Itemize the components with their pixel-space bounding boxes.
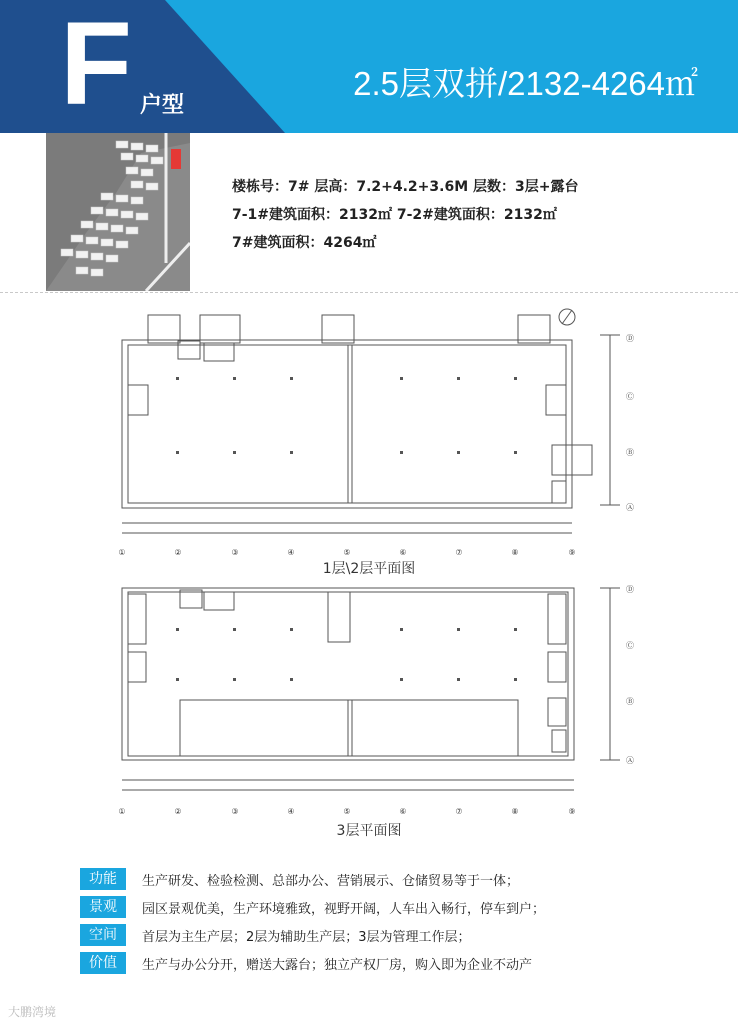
info-line-2: 7-1#建筑面积：2132㎡ 7-2#建筑面积：2132㎡ <box>232 207 557 223</box>
axis-label: ③ <box>231 548 239 557</box>
feature-text: 生产研发、检验检测、总部办公、营销展示、仓储贸易等于一体； <box>142 874 520 889</box>
axis-label: ⑧ <box>511 807 519 816</box>
axis-label: ④ <box>287 807 295 816</box>
axis-label: ① <box>118 548 126 557</box>
feature-tag: 价值 <box>80 952 126 974</box>
floor-plan-3 <box>100 580 650 820</box>
side-label: Ⓒ <box>626 641 634 650</box>
feature-text: 园区景观优美，生产环境雅致，视野开阔，人车出入畅行，停车到户； <box>142 902 546 917</box>
feature-tag: 功能 <box>80 868 126 890</box>
plan-caption-2: 3层平面图 <box>336 823 402 839</box>
watermark-logo: 大鹏湾境 <box>8 1005 57 1019</box>
axis-label: ① <box>118 807 126 816</box>
feature-tag: 景观 <box>80 896 126 918</box>
feature-row <box>80 924 700 946</box>
axis-label: ⑦ <box>455 548 463 557</box>
axis-label: ⑨ <box>568 807 576 816</box>
feature-tag: 空间 <box>80 924 126 946</box>
axis-label: ⑤ <box>343 548 351 557</box>
axis-label: ⑦ <box>455 807 463 816</box>
axis-label: ⑥ <box>399 807 407 816</box>
axis-label: ② <box>174 548 182 557</box>
info-line-1: 楼栋号：7# 层高：7.2+4.2+3.6M 层数：3层+露台 <box>232 179 579 195</box>
side-label: Ⓒ <box>626 392 634 401</box>
feature-row <box>80 952 700 974</box>
feature-row <box>80 868 700 890</box>
axis-label: ② <box>174 807 182 816</box>
axis-label: ④ <box>287 548 295 557</box>
feature-text: 生产与办公分开，赠送大露台；独立产权厂房，购入即为企业不动产 <box>142 958 533 973</box>
page-title: 2.5层双拼/2132-4264㎡ <box>353 65 698 102</box>
floor-plan-1-2 <box>100 305 650 560</box>
side-label: Ⓑ <box>626 448 634 457</box>
page-header <box>0 0 738 133</box>
axis-label: ⑨ <box>568 548 576 557</box>
axis-label: ③ <box>231 807 239 816</box>
unit-type-label: 户型 <box>140 93 185 118</box>
side-label: Ⓓ <box>626 334 634 343</box>
unit-type-letter: F <box>60 0 133 130</box>
feature-row <box>80 896 700 918</box>
divider <box>0 292 738 293</box>
axis-label: ⑤ <box>343 807 351 816</box>
site-map-thumbnail <box>46 133 190 291</box>
axis-label: ⑥ <box>399 548 407 557</box>
axis-label: ⑧ <box>511 548 519 557</box>
side-label: Ⓐ <box>626 503 634 512</box>
side-label: Ⓑ <box>626 697 634 706</box>
feature-text: 首层为主生产层；2层为辅助生产层；3层为管理工作层； <box>142 930 471 945</box>
side-label: Ⓓ <box>626 585 634 594</box>
info-line-3: 7#建筑面积：4264㎡ <box>232 235 377 251</box>
side-label: Ⓐ <box>626 756 634 765</box>
highlighted-building <box>171 149 181 169</box>
plan-caption-1: 1层\2层平面图 <box>322 561 416 577</box>
